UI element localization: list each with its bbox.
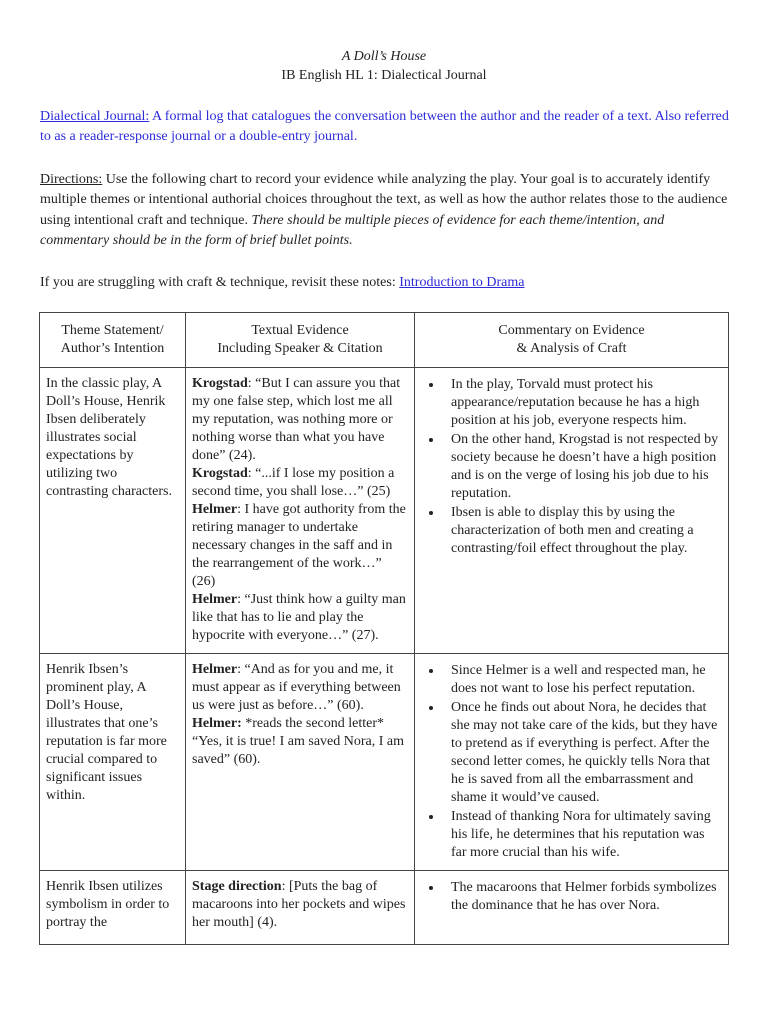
- commentary-bullet: • In the play, Torvald must protect his appearance/reputation because he has a high position at his job, everyone respects him.: [443, 375, 722, 430]
- table-header-row: [40, 313, 729, 368]
- commentary-list: [421, 661, 722, 862]
- evidence-item: [192, 661, 408, 715]
- commentary-bullet: • Instead of thanking Nora for ultimately saving his life, he determines that his reputation was far more crucial than his wife.: [443, 807, 722, 862]
- commentary-bullet: • The macaroons that Helmer forbids symbolizes the dominance that he has over Nora.: [443, 878, 722, 915]
- evidence-quote: “Just think how a guilty man like that has to lie and play the hypocrite with everyone…” (27).: [192, 592, 406, 643]
- evidence-quote: [Puts the bag of macaroons into her pockets and wipes her mouth] (4).: [192, 879, 406, 930]
- evidence-separator: :: [237, 502, 245, 517]
- evidence-separator: :: [247, 466, 256, 481]
- evidence-separator: :: [237, 592, 245, 607]
- document-title: A Doll’s House: [341, 49, 427, 64]
- evidence-speaker: Helmer: [192, 502, 238, 517]
- evidence-item: [192, 501, 408, 591]
- header-theme: [40, 313, 186, 368]
- definition-term: Dialectical Journal:: [40, 109, 150, 124]
- evidence-speaker: Stage direction: [192, 879, 282, 894]
- commentary-cell: [415, 654, 729, 871]
- commentary-cell: [415, 871, 729, 945]
- commentary-cell: [415, 368, 729, 654]
- evidence-separator: :: [281, 879, 289, 894]
- document-subtitle: IB English HL 1: Dialectical Journal: [281, 68, 487, 83]
- header-commentary-line2: & Analysis of Craft: [516, 341, 627, 356]
- evidence-quote: I have got authority from the retiring manager to undertake necessary changes in the saff and in the rearrangement of the work…” (26): [192, 502, 406, 589]
- evidence-cell: [186, 368, 415, 654]
- table-row: [40, 654, 729, 871]
- header-commentary: [415, 313, 729, 368]
- commentary-list: [421, 375, 722, 558]
- commentary-bullet: • Ibsen is able to display this by using the characterization of both men and creating a contrasting/foil effect throughout the play.: [443, 503, 722, 558]
- header-evidence-line1: Textual Evidence: [251, 323, 349, 338]
- header-commentary-line1: Commentary on Evidence: [498, 323, 645, 338]
- theme-cell: Henrik Ibsen’s prominent play, A Doll’s House, illustrates that one’s reputation is far more crucial compared to significant issues within.: [40, 654, 186, 871]
- evidence-quote: “But I can assure you that my one false step, which lost me all my reputation, was nothing more or nothing worse than what you have done” (24).: [192, 376, 401, 463]
- evidence-cell: [186, 871, 415, 945]
- evidence-quote: “And as for you and me, it must appear as if everything between us were just as before…” (60).: [192, 662, 401, 713]
- header-theme-line1: Theme Statement/: [61, 323, 164, 338]
- theme-cell: Henrik Ibsen utilizes symbolism in order to portray the: [40, 871, 186, 945]
- evidence-item: [192, 465, 408, 501]
- directions-text: Use the following chart to record your evidence while analyzing the play. Your goal is to accurately identify multiple themes or intentional authorial choices throughout the text, as well as how the author relates those to the audience using intentional craft and technique.: [40, 172, 728, 228]
- directions-label: Directions:: [40, 172, 103, 187]
- document-header: [0, 47, 768, 85]
- evidence-separator: :: [247, 376, 256, 391]
- directions-paragraph: [40, 170, 730, 252]
- introduction-to-drama-link[interactable]: Introduction to Drama: [399, 275, 525, 290]
- evidence-item: [192, 375, 408, 465]
- definition-paragraph: [40, 107, 730, 148]
- evidence-speaker: Krogstad: [192, 376, 248, 391]
- evidence-separator: :: [237, 662, 245, 677]
- evidence-item: [192, 715, 408, 769]
- evidence-item: [192, 878, 408, 932]
- evidence-speaker: Helmer:: [192, 716, 242, 731]
- evidence-speaker: Helmer: [192, 592, 238, 607]
- evidence-cell: [186, 654, 415, 871]
- struggle-text: If you are struggling with craft & technique, revisit these notes:: [40, 275, 400, 290]
- directions-emphasis: There should be multiple pieces of evidence for each theme/intention, and commentary should be in the form of brief bullet points.: [40, 212, 665, 249]
- struggle-paragraph: [40, 273, 730, 293]
- commentary-bullet: • On the other hand, Krogstad is not respected by society because he doesn’t have a high position and is on the verge of losing his job due to his reputation.: [443, 430, 722, 503]
- commentary-bullet: • Once he finds out about Nora, he decides that she may not take care of the kids, but they have to pretend as if everything is perfect. After the second letter comes, he quickly tells Nora that he is saved from all the embarrassment and shame it would’ve caused.: [443, 698, 722, 807]
- table-row: [40, 368, 729, 654]
- evidence-quote: *reads the second letter* “Yes, it is true! I am saved Nora, I am saved” (60).: [192, 716, 405, 767]
- dialectical-journal-table: [39, 312, 729, 945]
- header-theme-line2: Author’s Intention: [60, 341, 165, 356]
- header-evidence: [186, 313, 415, 368]
- definition-text: A formal log that catalogues the conversation between the author and the reader of a text. Also referred to as a reader-response journal or a double-entry journal.: [40, 109, 729, 145]
- header-evidence-line2: Including Speaker & Citation: [217, 341, 383, 356]
- theme-cell: In the classic play, A Doll’s House, Henrik Ibsen deliberately illustrates social expectations by utilizing two contrasting characters.: [40, 368, 186, 654]
- evidence-speaker: Krogstad: [192, 466, 248, 481]
- table-row: [40, 871, 729, 945]
- evidence-quote: “...if I lose my position a second time, you shall lose…” (25): [192, 466, 395, 499]
- commentary-list: [421, 878, 722, 915]
- evidence-item: [192, 591, 408, 645]
- commentary-bullet: • Since Helmer is a well and respected man, he does not want to lose his perfect reputation.: [443, 661, 722, 698]
- evidence-speaker: Helmer: [192, 662, 238, 677]
